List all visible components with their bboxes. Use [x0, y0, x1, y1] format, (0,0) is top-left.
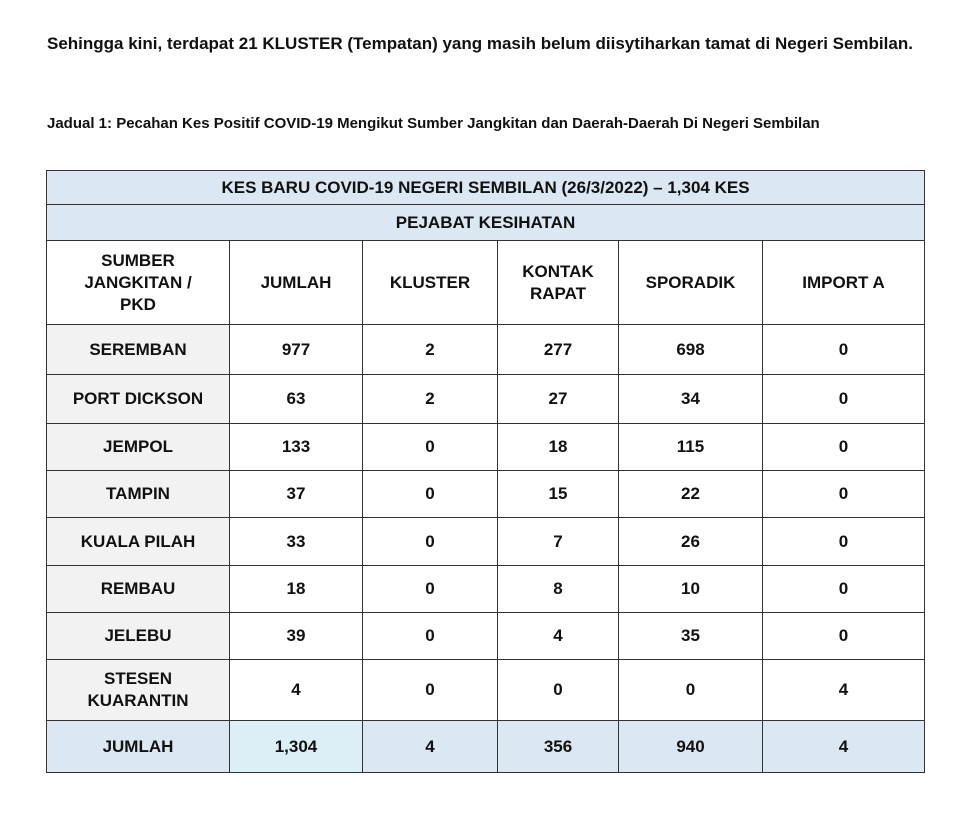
table-cell: 0	[763, 325, 925, 375]
table-cell: 277	[498, 325, 619, 375]
table-cell: 22	[619, 471, 763, 518]
table-cell: 0	[363, 613, 498, 660]
table-cell: 4	[230, 660, 363, 721]
column-header: JUMLAH	[230, 241, 363, 325]
table-row	[47, 660, 925, 721]
table-cell: 0	[363, 471, 498, 518]
table-row	[47, 424, 925, 471]
column-header-row	[47, 241, 925, 325]
table-cell: 18	[230, 566, 363, 613]
row-label: STESEN KUARANTIN	[47, 660, 230, 721]
table-cell: 4	[498, 613, 619, 660]
table-row	[47, 566, 925, 613]
table-cell: 0	[763, 613, 925, 660]
table-cell: 7	[498, 518, 619, 566]
total-cell: 4	[363, 721, 498, 773]
table-cell: 37	[230, 471, 363, 518]
table-cell: 0	[619, 660, 763, 721]
row-label: JELEBU	[47, 613, 230, 660]
column-header: IMPORT A	[763, 241, 925, 325]
intro-paragraph: Sehingga kini, terdapat 21 KLUSTER (Tempatan) yang masih belum diisytiharkan tamat di Negeri Sembilan.	[47, 34, 913, 53]
column-header: SUMBER JANGKITAN / PKD	[47, 241, 230, 325]
table-cell: 0	[763, 518, 925, 566]
table-cell: 133	[230, 424, 363, 471]
table-cell: 115	[619, 424, 763, 471]
column-header: KONTAK RAPAT	[498, 241, 619, 325]
table-row	[47, 375, 925, 424]
column-header: KLUSTER	[363, 241, 498, 325]
table-cell: 698	[619, 325, 763, 375]
total-label: JUMLAH	[47, 721, 230, 773]
table-cell: 0	[763, 375, 925, 424]
table-cell: 27	[498, 375, 619, 424]
table-cell: 33	[230, 518, 363, 566]
table-cell: 26	[619, 518, 763, 566]
table-cell: 63	[230, 375, 363, 424]
column-header: SPORADIK	[619, 241, 763, 325]
table-title: KES BARU COVID-19 NEGERI SEMBILAN (26/3/2022) – 1,304 KES	[47, 171, 925, 205]
row-label: JEMPOL	[47, 424, 230, 471]
table-cell: 10	[619, 566, 763, 613]
table-cell: 15	[498, 471, 619, 518]
row-label: TAMPIN	[47, 471, 230, 518]
total-cell: 940	[619, 721, 763, 773]
total-cell: 356	[498, 721, 619, 773]
total-cell: 4	[763, 721, 925, 773]
total-row	[47, 721, 925, 773]
total-cell: 1,304	[230, 721, 363, 773]
table-cell: 34	[619, 375, 763, 424]
table-row	[47, 471, 925, 518]
covid-cases-table	[46, 170, 925, 773]
table-cell: 0	[363, 424, 498, 471]
table-cell: 2	[363, 325, 498, 375]
table-cell: 0	[763, 424, 925, 471]
table-cell: 0	[763, 566, 925, 613]
table-cell: 0	[763, 471, 925, 518]
table-row	[47, 325, 925, 375]
table-subtitle: PEJABAT KESIHATAN	[47, 205, 925, 241]
row-label: REMBAU	[47, 566, 230, 613]
table-cell: 0	[363, 518, 498, 566]
table-cell: 4	[763, 660, 925, 721]
row-label: PORT DICKSON	[47, 375, 230, 424]
table-cell: 0	[363, 566, 498, 613]
table-cell: 977	[230, 325, 363, 375]
table-cell: 35	[619, 613, 763, 660]
row-label: KUALA PILAH	[47, 518, 230, 566]
row-label: SEREMBAN	[47, 325, 230, 375]
table-row	[47, 518, 925, 566]
table-cell: 39	[230, 613, 363, 660]
table-cell: 2	[363, 375, 498, 424]
table-cell: 8	[498, 566, 619, 613]
table-cell: 18	[498, 424, 619, 471]
table-cell: 0	[363, 660, 498, 721]
table-row	[47, 613, 925, 660]
table-caption: Jadual 1: Pecahan Kes Positif COVID-19 Mengikut Sumber Jangkitan dan Daerah-Daerah Di Negeri Sembilan	[47, 115, 820, 132]
table-cell: 0	[498, 660, 619, 721]
